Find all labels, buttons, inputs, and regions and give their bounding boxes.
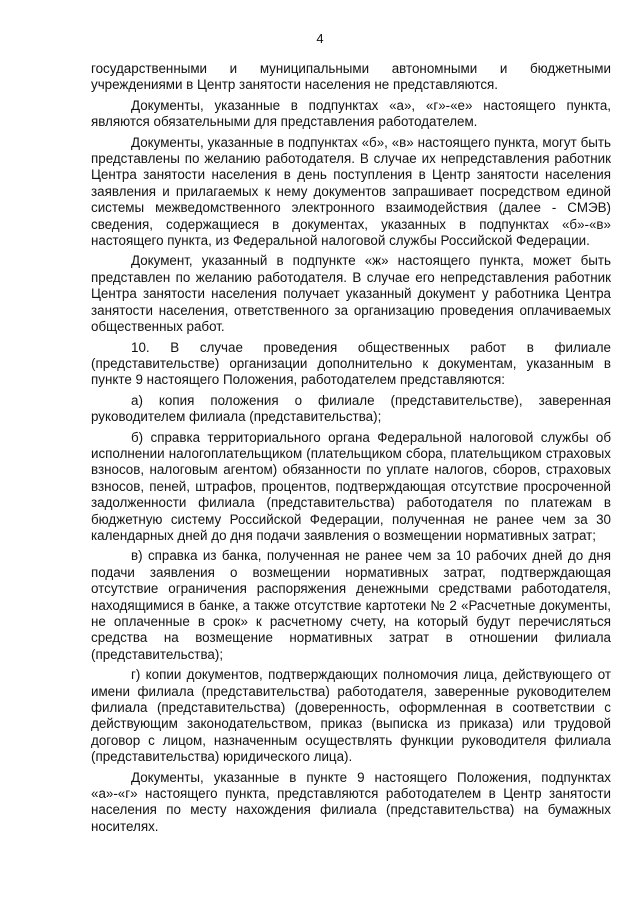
paragraph-optional-documents: Документы, указанные в подпунктах «б», «в» настоящего пункта, могут быть представлены по желанию работодателя. В случае их непредставления работник Центра занятости населения в день поступления в Центр занятости населения заявления и прилагаемых к нему документов запрашивает посредством единой системы межведомственного электронного взаимодействия (далее - СМЭВ) сведения, содержащиеся в документах, указанных в подпунктах «б»-«в» настоящего пункта, из Федеральной налоговой службы Российской Федерации.: [91, 134, 611, 249]
document-body: [91, 61, 611, 839]
paragraph-continuation: государственными и муниципальными автономными и бюджетными учреждениями в Центр занятости населения не представляются.: [91, 61, 611, 93]
subitem-g: г) копии документов, подтверждающих полномочия лица, действующего от имени филиала (представительства) работодателя, заверенные руководителем филиала (представительства) (доверенность, оформленная в соответствии с действующим законодательством, приказ (выписка из приказа) или трудовой договор с лицом, назначенным осуществлять функции руководителя филиала (представительства) юридического лица).: [91, 667, 611, 765]
paragraph-mandatory-documents: Документы, указанные в подпунктах «а», «г»-«е» настоящего пункта, являются обязательными для представления работодателем.: [91, 97, 611, 130]
paragraph-document-zh: Документ, указанный в подпункте «ж» настоящего пункта, может быть представлен по желанию работодателя. В случае его непредставления работник Центра занятости населения получает указанный документ у работника Центра занятости населения, ответственного за организацию проведения оплачиваемых общественных работ.: [91, 253, 611, 335]
subitem-v: в) справка из банка, полученная не ранее чем за 10 рабочих дней до дня подачи заявления о возмещении нормативных затрат, подтверждающая отсутствие ограничения распоряжения денежными средствами работодателя, находящимися в банке, а также отсутствие картотеки № 2 «Расчетные документы, не оплаченные в срок» к расчетному счету, на который будут перечисляться средства на возмещение нормативных затрат в отношении филиала (представительства);: [91, 548, 611, 662]
paragraph-item-10: 10. В случае проведения общественных работ в филиале (представительстве) организации дополнительно к документам, указанным в пункте 9 настоящего Положения, работодателем представляются:: [91, 339, 611, 388]
paragraph-submission: Документы, указанные в пункте 9 настоящего Положения, подпунктах «а»-«г» настоящего пункта, представляются работодателем в Центр занятости населения по месту нахождения филиала (представительства) на бумажных носителях.: [91, 769, 611, 834]
subitem-a: а) копия положения о филиале (представительстве), заверенная руководителем филиала (представительства);: [91, 392, 611, 425]
subitem-b: б) справка территориального органа Федеральной налоговой службы об исполнении налогоплательщиком (плательщиком сбора, плательщиком страховых взносов, налоговым агентом) обязанности по уплате налогов, сборов, страховых взносов, пеней, штрафов, процентов, подтверждающая отсутствие просроченной задолженности филиала (представительства) работодателя по платежам в бюджетную систему Российской Федерации, полученная не ранее чем за 30 календарных дней до дня подачи заявления о возмещении нормативных затрат;: [91, 429, 611, 543]
page-number: 4: [316, 31, 324, 46]
